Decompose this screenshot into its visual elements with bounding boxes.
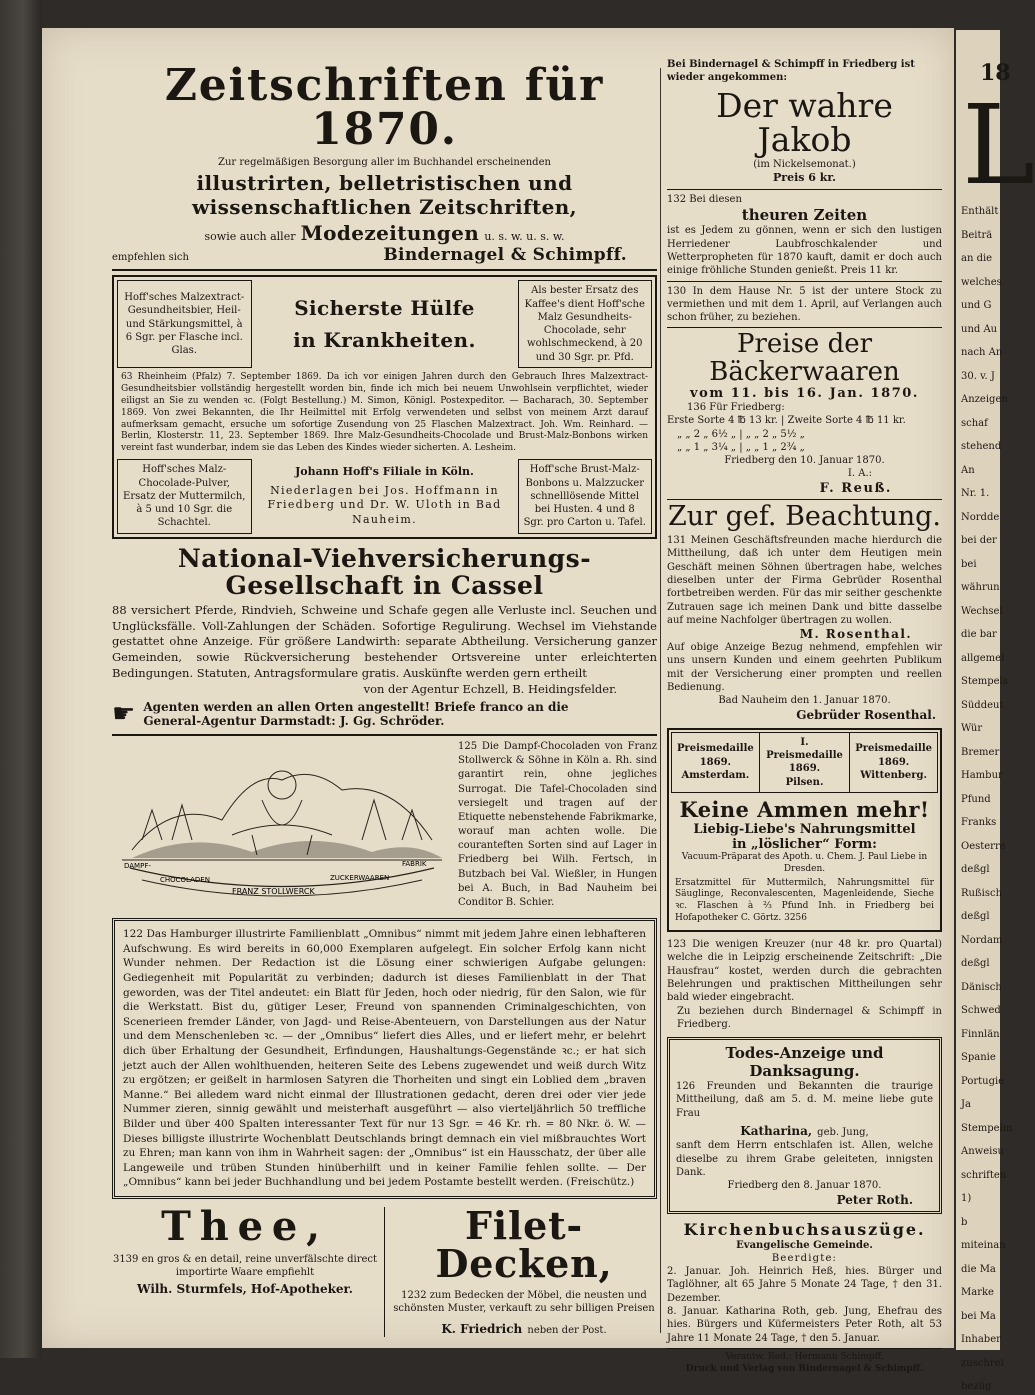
adjacent-page-fragment: Pfund (961, 793, 991, 805)
left-column (112, 58, 657, 1337)
baecker-row3: „ „ 1 „ 3¼ „ | „ „ 1 „ 2¾ „ (677, 441, 805, 453)
adjacent-page-fragment: Nordde (961, 511, 1000, 523)
adjacent-page-fragment: Dänisch (961, 981, 1002, 993)
adjacent-page-fragment: Beiträ (961, 229, 993, 241)
thee-title: Thee, (161, 1202, 329, 1250)
adjacent-page-fragment: Süddeut (961, 699, 1004, 711)
zeitschriften-line1: Zur regelmäßigen Besorgung aller im Buchhandel erscheinenden (218, 157, 551, 168)
todes-name: Katharina, (740, 1124, 813, 1139)
filet-signature-place: neben der Post. (527, 1324, 607, 1336)
liebe-ad (667, 728, 942, 932)
kirchen-text1: 2. Januar. Joh. Heinrich Heß, hies. Bürger und Taglöhner, alt 65 Jahre 5 Monate 24 Tage, † den 31. Dezember. (667, 1266, 942, 1304)
medaille-cell-3 (850, 732, 938, 792)
hoff-bonbons-box: Hoff'sche Brust-Malz-Bonbons u. Malzzucker schnelllösende Mittel bei Husten. 4 und 8 Sgr. pro Carton u. Tafel. (518, 460, 652, 533)
todes-anzeige (667, 1037, 942, 1213)
omnibus-ad: 122 Das Hamburger illustrirte Familienblatt „Omnibus“ nimmt mit jedem Jahre einen lebhafteren Aufschwung. Es wird bereits in 60,000 Exemplaren aufgelegt. Ein solcher Erfolg kann nicht Wunder nehmen. Der Redaction ist die Lösung einer schwierigen Aufgabe gelungen: Gediegenheit mit Popularität zu verbinden; dadurch ist dieses Familienblatt in der That geworden, was der Titel andeutet: ein Blatt für Jeden, hoch oder niedrig, für den Salon, wie für die Werkstatt. Bist du, gütiger Leser, Freund von spannenden Criminalgeschichten, von Scenerieen fremder Länder, von Jagd- und Reise-Abenteuern, von Darstellungen aus der Natur und dem Menschenleben ꝛc. — der „Omnibus“ liefert dies Alles, und er liefert mehr, er belehrt dich über Erhaltung der Gesundheit, Erfindungen, Haushaltungs-Gegenstände ꝛc.; er hat sich jetzt auch der Allen wohlthuenden, heiteren Seite des Lebens zugewendet und weiß durch Witz zu ergötzen; er geißelt in harmlosen Satyren die Thorheiten und singt ein Loblied dem „braven Manne.“ Bei alledem ward nicht einmal der Illustrationen gedacht, deren drei oder vier jede Nummer zieren, sinnig gewählt und meisterhaft ausgeführt — also vierteljährlich 50 treffliche Bilder und über 400 Spalten interessanter Text für nur 13 Sgr. = 46 Kr. rh. = 80 Nkr. ö. W. — Dieses billigste illustrirte Wochenblatt Deutschlands bringt demnach ein viel mißbrauchtes Wort zu Ehren; man kann von ihm in Wahrheit sagen: der „Omnibus“ ist ein Hausschatz, der über alle Langeweile und trüben Stunden hinüberhilft und in keiner Familie fehlen sollte. — Der „Omnibus“ kann bei jeder Buchhandlung und bei jedem Postamte bestellt werden. (Freischütz.) (112, 918, 657, 1199)
adjacent-page-fragment: Portugie (961, 1075, 1005, 1087)
adjacent-page-fragment: bei der (961, 535, 997, 547)
medaille-cell-1 (672, 732, 760, 792)
adjacent-page-fragment: 30. v. J (961, 370, 995, 382)
todes-title: Todes-Anzeige und Danksagung. (725, 1044, 884, 1081)
adjacent-page-fragment: an die (961, 253, 993, 265)
trademark-word4: ZUCKERWAAREN (330, 873, 390, 882)
adjacent-page-fragment: Nr. 1. (961, 488, 990, 500)
adjacent-page-fragment: Wür (961, 723, 983, 735)
hoff-testimonials: 63 Rheinheim (Pfalz) 7. September 1869. Da ich vor einigen Jahren durch den Gebrauch Ihres Malzextract-Gesundheitsbier vollständig hergestellt worden bin, finde ich mich bei neuem Unwohlsein verpflichtet, wieder eiligst an Sie zu wenden ꝛc. (Folgt Bestellung.) M. Simon, Königl. Postexpeditor. — Bacharach, 30. September 1869. Von zwei Bekannten, die Ihr Heilmittel mit Erfolg verwendeten und selbst von meinem Arzt darauf aufmerksam gemacht, ersuche um sofortige Zusendung von 25 Flaschen Malzextract. Joh. Wm. Reinhard. — Berlin, Klosterstr. 11, 23. September 1869. Ihre Malz-Gesundheits-Chocolade und Brust-Malz-Bonbons wirken vereint fast wunderbar, indem sie das Leben des Kindes wieder sicherten. A. Lesheim. (121, 372, 648, 454)
hoff-title-cell (251, 281, 518, 368)
todes-text: 126 Freunden und Bekannten die traurige Mittheilung, daß am 5. d. M. meine liebe gute Frau (676, 1081, 933, 1119)
bottom-ads-row (112, 1202, 657, 1337)
medaille-2-title: I. Preismedaille (766, 736, 843, 761)
kirchen-text2: 8. Januar. Katharina Roth, geb. Jung, Ehefrau des hies. Bürgers und Küfermeisters Peter Roth, alt 53 Jahre 11 Monate 24 Tage, † den 5. Januar. (667, 1306, 942, 1344)
beachtung-text1: 131 Meinen Geschäftsfreunden mache hierdurch die Mittheilung, daß ich unter dem Heutigen mein Geschäft meinen Söhnen übertragen habe, welches dieselben unter der Firma Gebrüder Rosenthal fortbetreiben werden. Für das mir seither geschenkte Zutrauen sage ich meinen Dank und bitte dasselbe auf meine Nachfolger übertragen zu wollen. (667, 535, 942, 626)
adjacent-page-fragment: 1) (961, 1193, 972, 1205)
adjacent-page-fragment: die Ma (961, 1263, 996, 1275)
hoff-ad (112, 275, 657, 538)
baecker-title: Preise der Bäckerwaaren (709, 329, 900, 387)
divider (667, 499, 942, 500)
filet-title: Filet-Decken, (435, 1202, 613, 1286)
baecker-dates: vom 11. bis 16. Jan. 1870. (689, 385, 919, 401)
adjacent-page-number: 18 (980, 60, 1011, 86)
right-column (667, 58, 942, 1376)
medaille-1-year: 1869. (699, 756, 732, 768)
medaille-2-city: Pilsen. (785, 776, 824, 788)
hoff-niederlagen: Niederlagen bei Jos. Hoffmann in Friedberg und Dr. W. Uloth in Bad Nauheim. (267, 483, 502, 527)
hoff-title2: in Krankheiten. (293, 328, 476, 353)
adjacent-page-fragment: Ja (961, 1099, 971, 1111)
impressum (667, 1352, 942, 1376)
vieh-body: 88 versichert Pferde, Rindvieh, Schweine und Schafe gegen alle Verluste incl. Seuchen und Unglücksfälle. Voll-Zahlungen der Schäden. Sofortige Regulirung. Wechsel im Viehstande gestattet ohne Anzeige. Für größere Landwirth: separate Abtheilung. Versicherung ganzer Gemeinden, sowie Rückversicherung bestehender Ortsvereine unter erleichterten Bedingungen. Statuten, Antragsformulare gratis. Auskünfte werden gern ertheilt (112, 602, 657, 681)
stollwerck-ad (112, 740, 657, 910)
todes-name-row (676, 1120, 933, 1139)
pointing-hand-icon: ☛ (112, 698, 136, 729)
adjacent-page-fragments (956, 204, 1013, 1395)
adjacent-page-fragment: Stempels (961, 676, 1008, 688)
impressum-line2: Druck und Verlag von Bindernagel & Schimpff. (685, 1363, 924, 1374)
kirchen-sub: Evangelische Gemeinde. (736, 1239, 873, 1251)
vieh-agents-row (112, 700, 657, 728)
beachtung-sig2: Gebrüder Rosenthal. (796, 707, 936, 722)
zeitschriften-line3 (112, 221, 657, 245)
thee-ad (112, 1202, 385, 1337)
trademark-word1: DAMPF- (124, 861, 151, 870)
ammen-title: Keine Ammen mehr! (679, 796, 930, 822)
todes-date: Friedberg den 8. Januar 1870. (727, 1180, 882, 1192)
jakob-price: Preis 6 kr. (773, 171, 836, 185)
hoff-title1: Sicherste Hülfe (294, 296, 475, 321)
adjacent-page-fragment: die bar (961, 629, 997, 641)
ammen-text2: Ersatzmittel für Muttermilch, Nahrungsmittel für Säuglinge, Reconvalescenten, Magenleidende, Sieche ꝛc. Flaschen à ⅔ Pfund Inh. in Friedberg bei Hofapotheker C. Görtz. 3256 (675, 877, 934, 924)
filet-ad (385, 1202, 657, 1337)
filet-signature (391, 1318, 657, 1337)
ammen-sub1: Liebig-Liebe's Nahrungsmittel (693, 821, 916, 837)
kirchen-title: Kirchenbuchsauszüge. (683, 1219, 926, 1239)
adjacent-page-fragment: deßgl (961, 864, 990, 876)
medaille-cell-2 (759, 732, 849, 792)
zeitschriften-line3b: Modezeitungen (300, 221, 480, 246)
adjacent-page-fragment: Franks (961, 817, 997, 829)
medaille-1-city: Amsterdam. (681, 769, 750, 781)
adjacent-page-fragment: bei Ma (961, 1310, 996, 1322)
divider (667, 281, 942, 282)
adjacent-page-fragment: Stempelm (961, 1122, 1013, 1134)
divider (667, 189, 942, 190)
ammen-text1: Vacuum-Präparat des Apoth. u. Chem. J. Paul Liebe in Dresden. (681, 851, 928, 874)
divider (112, 734, 657, 736)
adjacent-page-initial: L (962, 81, 1035, 210)
vieh-ad (112, 545, 657, 728)
baecker-sig1: I. A.: (847, 468, 872, 480)
hoff-top-table (117, 280, 652, 368)
jakob-pre: Bei Bindernagel & Schimpff in Friedberg ist wieder angekommen: (667, 59, 915, 84)
adjacent-page-fragment: schaf (961, 417, 988, 429)
adjacent-page-fragment: allgemei (961, 652, 1005, 664)
hoff-filiale: Johann Hoff's Filiale in Köln. (295, 464, 474, 478)
theuer-ad (667, 193, 942, 277)
jakob-title: Der wahre Jakob (716, 85, 893, 160)
hoff-malzextract-box: Hoff'sches Malzextract-Gesundheitsbier, Heil- und Stärkungsmittel, à 6 Sgr. per Flasche incl. Glas. (118, 281, 252, 368)
divider (667, 327, 942, 328)
baecker-row1: Erste Sorte 4 ℔ 13 kr. | Zweite Sorte 4 ℔ 11 kr. (667, 415, 906, 427)
medaille-3-city: Wittenberg. (860, 769, 928, 781)
medaille-1-title: Preismedaille (677, 743, 754, 755)
adjacent-page-fragment: zuschrei (961, 1357, 1004, 1369)
trademark-word3: FRANZ STOLLWERCK (232, 886, 315, 896)
adjacent-page-fragment: Hambur (961, 770, 1003, 782)
adjacent-page-fragment: deßgl (961, 958, 990, 970)
vieh-agents1: Agenten werden an allen Orten angestellt! Briefe franco an die (143, 699, 569, 714)
theuer-pre: 132 Bei diesen (667, 194, 742, 206)
stollwerck-text: 125 Die Dampf-Chocoladen von Franz Stollwerck & Söhne in Köln a. Rh. sind garantirt rein, ohne jegliches Surrogat. Die Tafel-Chocoladen sind versiegelt und tragen auf der Etiquette nebenstehende Fabrikmarke, worauf man achten wolle. Die couranteften Sorten sind auf Lager in Friedberg bei Wilh. Fertsch, in Butzbach bei Val. Wießler, in Hungen bei A. Buch, in Bad Nauheim bei Conditor B. Schier. (458, 740, 657, 909)
todes-geb: geb. Jung, (817, 1127, 869, 1139)
filet-text: 1232 zum Bedecken der Möbel, die neusten und schönsten Muster, verkauft zu sehr billigen Preisen (393, 1289, 655, 1315)
adjacent-page-fragment: miteinan (961, 1240, 1006, 1252)
beachtung-text2: Auf obige Anzeige Bezug nehmend, empfehlen wir uns unsern Kunden und einem geehrten Publikum mit der Versicherung einer prompten und reellen Bedienung. (667, 642, 942, 694)
hausfrau-ad (667, 938, 942, 1031)
adjacent-page-fragment: Marke (961, 1287, 994, 1299)
hausfrau-text: 123 Die wenigen Kreuzer (nur 48 kr. pro Quartal) welche die in Leipzig erscheinende Zeitschrift: „Die Hausfrau“ kostet, werden durch die gebrachten Belehrungen und praktischen Mittheilungen sehr bald wieder eingebracht. (667, 939, 942, 1004)
jakob-sub: (im Nickelsemonat.) (753, 158, 856, 170)
jakob-ad (667, 58, 942, 186)
column-divider (660, 68, 661, 1333)
filet-signature-name: K. Friedrich (441, 1321, 523, 1336)
zeitschriften-title: Zeitschriften für 1870. (164, 60, 605, 155)
thee-text: 3139 en gros & en detail, reine unverfälschte direct importirte Waare empfiehlt (112, 1253, 378, 1279)
vieh-agents2: General-Agentur Darmstadt: J. Gg. Schröder. (143, 713, 445, 728)
kirchen-sub2: Beerdigte: (771, 1252, 838, 1264)
vieh-agents-text (143, 700, 657, 728)
hoff-chocolade-box: Als bester Ersatz des Kaffee's dient Hoff'sche Malz Gesundheits-Chocolade, sehr wohlschmeckend, à 20 und 30 Sgr. pr. Pfd. (518, 281, 652, 368)
stollwerck-illustration (112, 740, 452, 902)
impressum-line1: Verantw. Red.: Hermann Schimpff. (725, 1351, 884, 1362)
stock-ad: 130 In dem Hause Nr. 5 ist der untere Stock zu vermiethen und mit dem 1. April, auf Verlangen auch schon früher, zu beziehen. (667, 285, 942, 324)
adjacent-page-fragment: bezüg (961, 1381, 992, 1393)
beachtung-date: Bad Nauheim den 1. Januar 1870. (718, 695, 891, 707)
adjacent-page-fragment: An (961, 464, 975, 476)
adjacent-page-fragment: Finnlän (961, 1028, 1000, 1040)
trademark-word5: FABRIK (402, 859, 427, 868)
adjacent-page-fragment: Anzeigen (961, 394, 1008, 406)
vieh-title: National-Viehversicherungs-Gesellschaft in Cassel (177, 543, 592, 601)
divider (667, 1348, 942, 1349)
zeitschriften-ad (112, 60, 657, 266)
medaille-3-year: 1869. (877, 756, 910, 768)
thee-signature: Wilh. Sturmfels, Hof-Apotheker. (137, 1281, 353, 1296)
adjacent-page-fragment: Oesterre (961, 840, 1006, 852)
adjacent-page-fragment: welches (961, 276, 1002, 288)
adjacent-page-fragment: Rußisch (961, 887, 1003, 899)
adjacent-page-fragment: währun (961, 582, 1000, 594)
book-spine (0, 0, 42, 1358)
zeitschriften-line3c: u. s. w. u. s. w. (484, 230, 565, 244)
zeitschriften-line2: illustrirten, belletristischen und wissenschaftlichen Zeitschriften, (191, 171, 578, 220)
adjacent-page-fragment: Inhaber (961, 1334, 1001, 1346)
adjacent-page-fragment: b (961, 1216, 968, 1228)
adjacent-page-fragment: Wechsel (961, 605, 1003, 617)
medaille-2-year: 1869. (788, 763, 821, 775)
trademark-word2: CHOCOLADEN (160, 875, 210, 884)
divider (112, 269, 657, 271)
medaille-table (671, 732, 938, 793)
adjacent-page-fragment: deßgl (961, 911, 990, 923)
zeitschriften-signature-row (112, 245, 657, 265)
beachtung-title: Zur gef. Beachtung. (667, 500, 942, 532)
stollwerck-trademark-image (112, 740, 452, 902)
zeitschriften-line4a: empfehlen sich (112, 252, 189, 264)
ammen-sub2: in „löslicher“ Form: (732, 836, 877, 852)
zeitschriften-signature: Bindernagel & Schimpff. (383, 245, 627, 266)
adjacent-page-fragment: bei (961, 558, 977, 570)
medaille-3-title: Preismedaille (855, 743, 932, 755)
adjacent-page-fragment: Schwed (961, 1005, 1001, 1017)
vieh-agency: von der Agentur Echzell, B. Heidingsfelder. (363, 681, 617, 696)
hoff-pulver-box: Hoff'sches Malz-Chocolade-Pulver, Ersatz der Muttermilch, à 5 und 10 Sgr. die Schachtel. (118, 460, 252, 533)
adjacent-page-fragment: stehend (961, 441, 1002, 453)
theuer-title: theuren Zeiten (741, 206, 868, 225)
adjacent-page-fragment: Nordam (961, 934, 1003, 946)
hoff-bottom-table (117, 459, 652, 533)
baecker-row2: „ „ 2 „ 6½ „ | „ „ 2 „ 5½ „ (677, 428, 805, 440)
kirchenbuch (667, 1220, 942, 1345)
adjacent-page-fragment: und G (961, 300, 992, 312)
adjacent-page-fragment: Spanie (961, 1052, 996, 1064)
baecker-head: 136 Für Friedberg: (687, 401, 785, 413)
adjacent-page-fragment: Anweisu (961, 1146, 1004, 1158)
beachtung-ad (667, 500, 942, 722)
hausfrau-text2: Zu beziehen durch Bindernagel & Schimpff in Friedberg. (677, 1005, 942, 1030)
todes-signature: Peter Roth. (836, 1192, 913, 1207)
baecker-ad (667, 331, 942, 495)
zeitschriften-line3a: sowie auch aller (204, 230, 296, 244)
adjacent-page-fragment: Enthält (961, 206, 999, 218)
hoff-filiale-cell (251, 460, 518, 533)
newspaper-page (42, 28, 954, 1374)
adjacent-page-fragment: und Au (961, 323, 998, 335)
adjacent-page-fragment: schriften (961, 1169, 1007, 1181)
baecker-sig2: F. Reuß. (819, 480, 892, 496)
todes-text2: sanft dem Herrn entschlafen ist. Allen, welche dieselbe zu ihrem Grabe geleiteten, innigsten Dank. (676, 1140, 933, 1178)
theuer-text: ist es Jedem zu gönnen, wenn er sich den lustigen Herriedener Laubfroschkalender und Wetterpropheten für 1870 kauft, damit er doch auch einige fröhliche Stunden genießt. Preis 11 kr. (667, 225, 942, 277)
adjacent-page-edge (956, 30, 1035, 1393)
beachtung-sig1: M. Rosenthal. (799, 627, 912, 642)
adjacent-page-fragment: nach An (961, 347, 1003, 359)
adjacent-page-fragment: Bremer (961, 746, 1000, 758)
baecker-date: Friedberg den 10. Januar 1870. (724, 455, 885, 467)
